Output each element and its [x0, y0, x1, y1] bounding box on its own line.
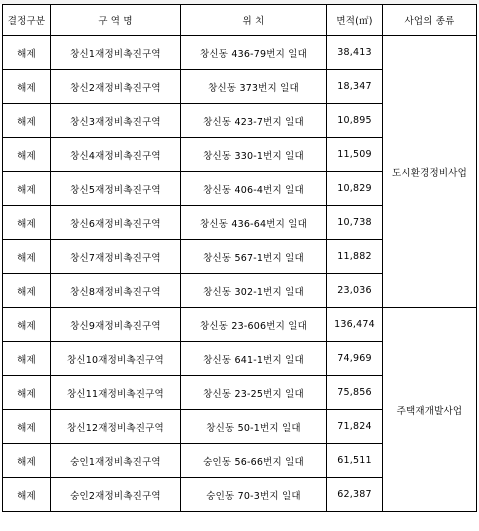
zone-release-table	[2, 4, 477, 512]
area-cell: 10,829	[327, 172, 383, 206]
decision-cell: 해제	[3, 376, 51, 410]
area-cell: 23,036	[327, 274, 383, 308]
area-cell: 11,882	[327, 240, 383, 274]
zone-name-cell: 창신1재정비촉진구역	[51, 36, 181, 70]
location-cell: 창신동 423-7번지 일대	[181, 104, 327, 138]
zone-name-cell: 창신10재정비촉진구역	[51, 342, 181, 376]
location-cell: 창신동 23-606번지 일대	[181, 308, 327, 342]
header-area: 면적(㎡)	[327, 5, 383, 36]
zone-name-cell: 창신8재정비촉진구역	[51, 274, 181, 308]
location-cell: 창신동 50-1번지 일대	[181, 410, 327, 444]
area-cell: 62,387	[327, 478, 383, 512]
zone-name-cell: 창신4재정비촉진구역	[51, 138, 181, 172]
header-location: 위 치	[181, 5, 327, 36]
header-decision-type: 결정구분	[3, 5, 51, 36]
area-cell: 136,474	[327, 308, 383, 342]
area-cell: 10,895	[327, 104, 383, 138]
zone-name-cell: 창신7재정비촉진구역	[51, 240, 181, 274]
zone-name-cell: 창신11재정비촉진구역	[51, 376, 181, 410]
zone-name-cell: 숭인2재정비촉진구역	[51, 478, 181, 512]
location-cell: 창신동 302-1번지 일대	[181, 274, 327, 308]
decision-cell: 해제	[3, 342, 51, 376]
project-type-housing-redevelopment: 주택재개발사업	[383, 308, 477, 512]
location-cell: 창신동 567-1번지 일대	[181, 240, 327, 274]
area-cell: 61,511	[327, 444, 383, 478]
area-cell: 38,413	[327, 36, 383, 70]
area-cell: 18,347	[327, 70, 383, 104]
zone-name-cell: 창신9재정비촉진구역	[51, 308, 181, 342]
location-cell: 창신동 641-1번지 일대	[181, 342, 327, 376]
location-cell: 창신동 330-1번지 일대	[181, 138, 327, 172]
location-cell: 숭인동 70-3번지 일대	[181, 478, 327, 512]
decision-cell: 해제	[3, 240, 51, 274]
area-cell: 74,969	[327, 342, 383, 376]
zone-name-cell: 창신5재정비촉진구역	[51, 172, 181, 206]
decision-cell: 해제	[3, 172, 51, 206]
decision-cell: 해제	[3, 308, 51, 342]
location-cell: 창신동 436-79번지 일대	[181, 36, 327, 70]
table-header-row	[3, 5, 477, 36]
location-cell: 창신동 373번지 일대	[181, 70, 327, 104]
decision-cell: 해제	[3, 36, 51, 70]
location-cell: 창신동 23-25번지 일대	[181, 376, 327, 410]
decision-cell: 해제	[3, 410, 51, 444]
decision-cell: 해제	[3, 444, 51, 478]
location-cell: 창신동 406-4번지 일대	[181, 172, 327, 206]
decision-cell: 해제	[3, 478, 51, 512]
area-cell: 75,856	[327, 376, 383, 410]
project-type-urban-environment: 도시환경정비사업	[383, 36, 477, 308]
location-cell: 창신동 436-64번지 일대	[181, 206, 327, 240]
zone-name-cell: 창신2재정비촉진구역	[51, 70, 181, 104]
area-cell: 71,824	[327, 410, 383, 444]
header-project-type: 사업의 종류	[383, 5, 477, 36]
area-cell: 10,738	[327, 206, 383, 240]
location-cell: 숭인동 56-66번지 일대	[181, 444, 327, 478]
decision-cell: 해제	[3, 274, 51, 308]
zone-name-cell: 창신3재정비촉진구역	[51, 104, 181, 138]
zone-name-cell: 창신6재정비촉진구역	[51, 206, 181, 240]
zone-name-cell: 숭인1재정비촉진구역	[51, 444, 181, 478]
table-row	[3, 36, 477, 70]
decision-cell: 해제	[3, 138, 51, 172]
decision-cell: 해제	[3, 206, 51, 240]
decision-cell: 해제	[3, 70, 51, 104]
table-row	[3, 308, 477, 342]
area-cell: 11,509	[327, 138, 383, 172]
decision-cell: 해제	[3, 104, 51, 138]
zone-name-cell: 창신12재정비촉진구역	[51, 410, 181, 444]
header-zone-name: 구 역 명	[51, 5, 181, 36]
